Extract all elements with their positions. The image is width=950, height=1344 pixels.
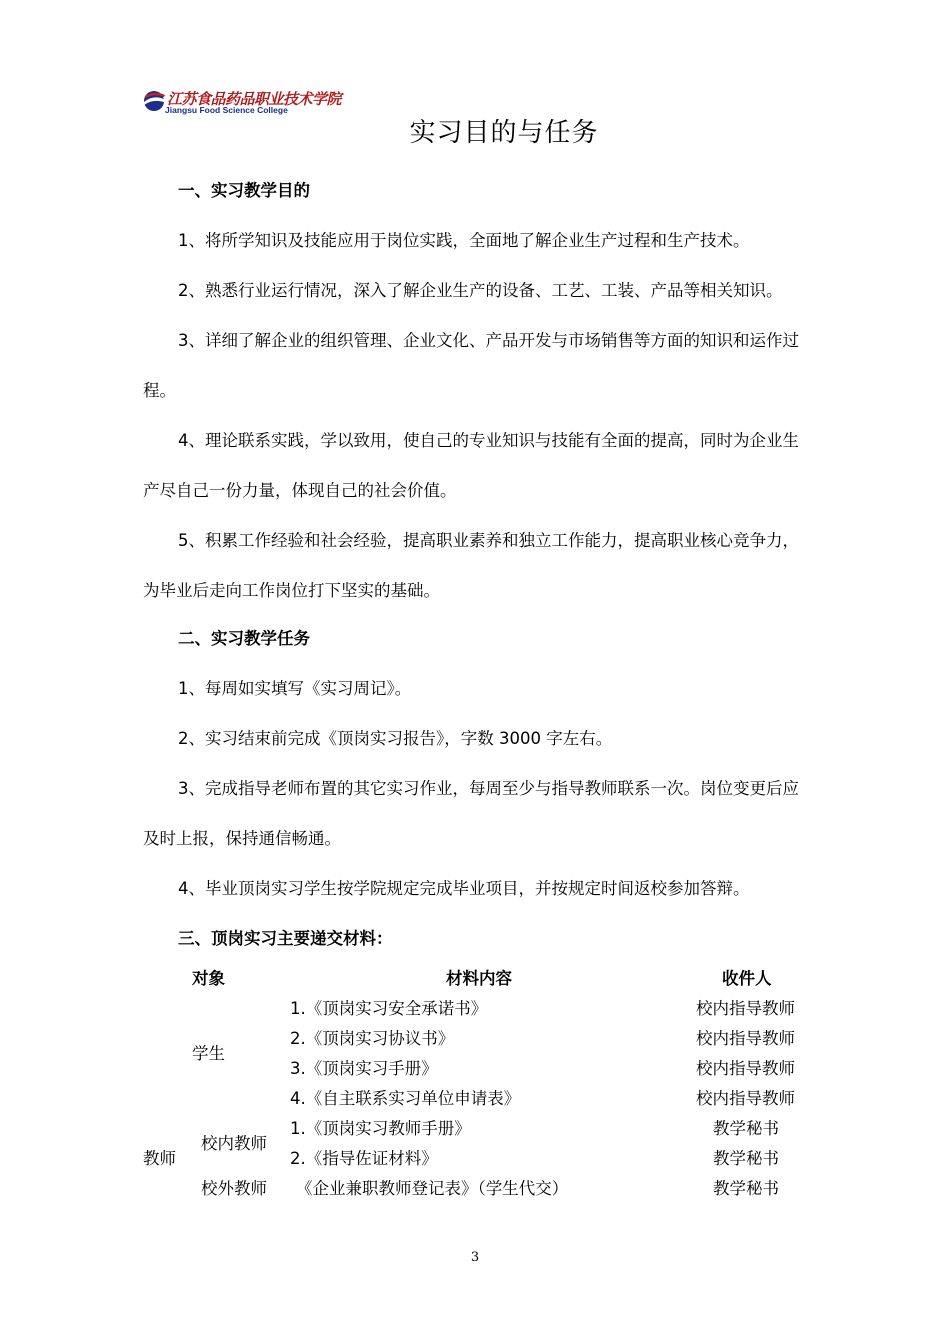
table-row-material: 2.《顶岗实习协议书》	[290, 1029, 455, 1048]
group-label-outer-teacher: 校外教师	[201, 1179, 267, 1198]
table-row-recipient: 校内指导教师	[696, 1059, 795, 1078]
table-header-target: 对象	[192, 969, 225, 988]
table-row-recipient: 校内指导教师	[696, 999, 795, 1018]
group-label-inner-teacher: 校内教师	[201, 1134, 267, 1153]
section-heading-materials: 三、顶岗实习主要递交材料：	[178, 929, 393, 948]
purpose-item-5-cont: 为毕业后走向工作岗位打下坚实的基础。	[143, 581, 440, 600]
purpose-item-4: 4、理论联系实践，学以致用，使自己的专业知识与技能有全面的提高，同时为企业生	[178, 431, 799, 450]
table-row-material: 《企业兼职教师登记表》（学生代交）	[296, 1179, 569, 1198]
table-header-material: 材料内容	[446, 969, 512, 988]
logo-english-name: Jiangsu Food Science College	[165, 105, 288, 115]
table-row-material: 1.《顶岗实习安全承诺书》	[290, 999, 488, 1018]
task-item-2: 2、实习结束前完成《顶岗实习报告》，字数 3000 字左右。	[178, 729, 613, 748]
task-item-3: 3、完成指导老师布置的其它实习作业，每周至少与指导教师联系一次。岗位变更后应	[178, 779, 799, 798]
task-item-4: 4、毕业顶岗实习学生按学院规定完成毕业项目，并按规定时间返校参加答辩。	[178, 879, 750, 898]
purpose-item-3-cont: 程。	[143, 381, 176, 400]
section-heading-purpose: 一、实习教学目的	[178, 181, 310, 200]
table-header-recipient: 收件人	[722, 969, 772, 988]
logo-chinese-name: 江苏食品药品职业技术学院	[167, 90, 342, 108]
purpose-item-1: 1、将所学知识及技能应用于岗位实践，全面地了解企业生产过程和生产技术。	[178, 231, 750, 250]
table-row-recipient: 校内指导教师	[696, 1089, 795, 1108]
college-emblem-icon	[143, 88, 167, 114]
task-item-3-cont: 及时上报，保持通信畅通。	[143, 829, 341, 848]
table-row-recipient: 教学秘书	[713, 1119, 779, 1138]
table-row-material: 3.《顶岗实习手册》	[290, 1059, 438, 1078]
purpose-item-3: 3、详细了解企业的组织管理、企业文化、产品开发与市场销售等方面的知识和运作过	[178, 331, 799, 350]
table-row-material: 1.《顶岗实习教师手册》	[290, 1119, 471, 1138]
table-row-recipient: 校内指导教师	[696, 1029, 795, 1048]
section-heading-tasks: 二、实习教学任务	[178, 629, 310, 648]
table-row-recipient: 教学秘书	[713, 1149, 779, 1168]
table-row-recipient: 教学秘书	[713, 1179, 779, 1198]
task-item-1: 1、每周如实填写《实习周记》。	[178, 679, 412, 698]
table-row-material: 2.《指导佐证材料》	[290, 1149, 438, 1168]
group-label-teacher: 教师	[143, 1149, 176, 1168]
purpose-item-4-cont: 产尽自己一份力量，体现自己的社会价值。	[143, 481, 457, 500]
purpose-item-5: 5、积累工作经验和社会经验，提高职业素养和独立工作能力，提高职业核心竞争力，	[178, 531, 799, 550]
group-label-student: 学生	[192, 1044, 225, 1063]
page-title: 实习目的与任务	[409, 118, 599, 148]
purpose-item-2: 2、熟悉行业运行情况，深入了解企业生产的设备、工艺、工装、产品等相关知识。	[178, 281, 783, 300]
page-number: 3	[470, 1250, 480, 1265]
table-row-material: 4.《自主联系实习单位申请表》	[290, 1089, 521, 1108]
